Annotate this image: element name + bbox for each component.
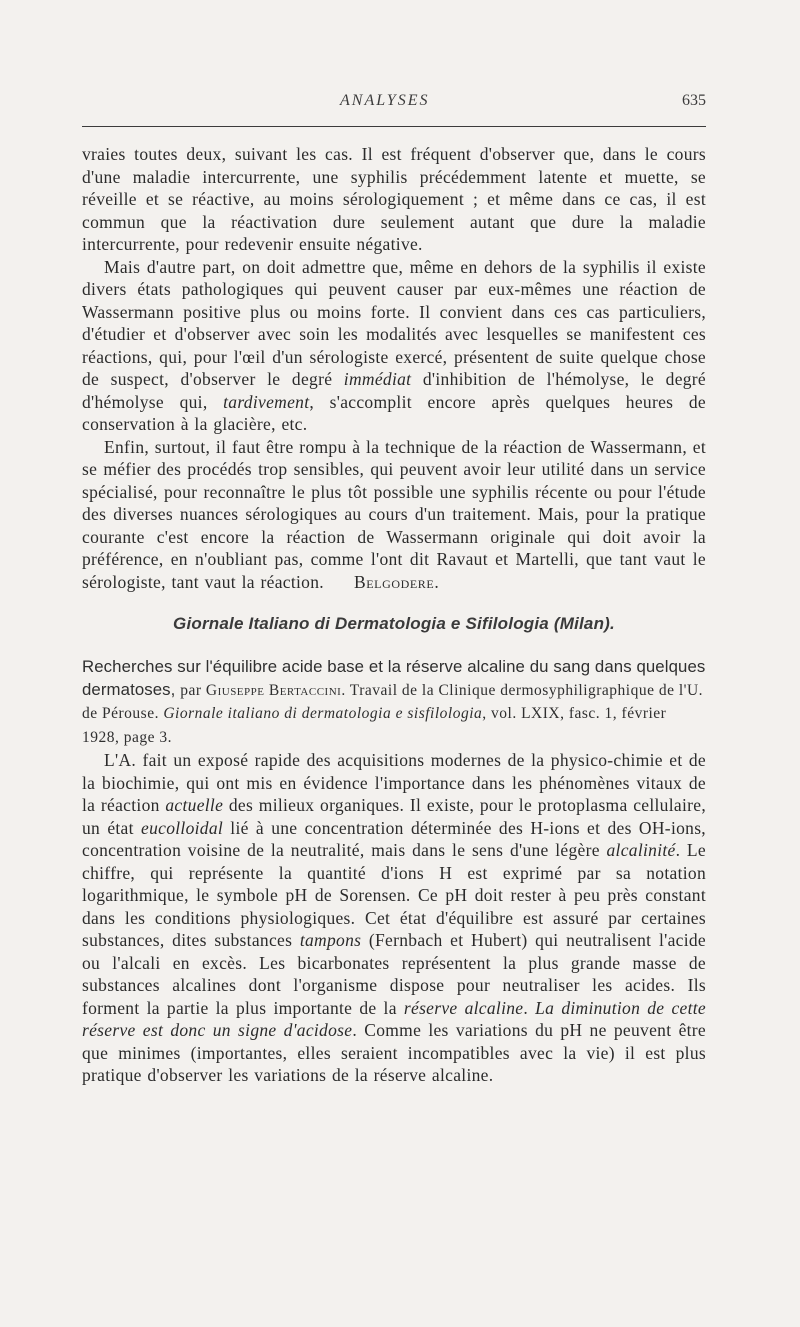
paragraph-text: L'A. fait un exposé rapide des acquisitions modernes de la physico-chimie et de la biochimie, qui ont mis en évidence l'importance dans les phénomènes vitaux de la réaction — [82, 750, 706, 815]
page-number: 635 — [682, 92, 706, 109]
paragraph-text: , s'accomplit encore après quelques heures de conservation à la glacière, etc. — [82, 391, 706, 434]
paragraph-text: lié à une concentration déterminée des H-ions et des OH-ions, concentration voisine de la neutralité, mais dans le sens d'une légère — [82, 817, 706, 860]
review-meta — [82, 682, 703, 746]
paragraph-continuation — [82, 143, 706, 256]
running-title: ANALYSES — [340, 92, 430, 109]
paragraph-text: vraies toutes deux, suivant les cas. Il est fréquent d'observer que, dans le cours d'une maladie intercurrente, une syphilis précédemment latente et muette, se réveille et se réactive, au moins sérologiquement ; et même dans ce cas, il est commun que la réactivation dure seulement autant que dure la maladie intercurrente, pour redevenir ensuite négative. — [82, 144, 706, 254]
paragraph-wassermann-conditions — [82, 256, 706, 436]
paragraph-text: des milieux organiques. Il existe, pour le protoplasma cellulaire, un état — [82, 795, 706, 838]
meta-par: par — [180, 681, 206, 699]
page-content — [82, 143, 706, 1087]
paragraph-text: Mais d'autre part, on doit admettre que, même en dehors de la syphilis il existe divers états pathologiques qui peuvent causer par eux-mêmes une réaction de Wassermann positive plus ou moins forte. Il convient dans ces cas particuliers, d'étudier et d'observer avec soin les modalités avec lesquelles se manifestent ces réactions, qui, pour l'œil d'un sérologiste exercé, présentent de suite quelque chose de suspect, d'observer le degré — [82, 256, 706, 389]
emphasis-text: alcalinité — [606, 840, 676, 860]
review-author: Giuseppe Bertaccini — [205, 681, 342, 699]
emphasis-text: tardivement — [223, 391, 310, 412]
emphasis-text: immédiat — [343, 369, 412, 389]
paragraph-text: (Fernbach et Hubert) qui neutralisent l'acide ou l'alcali en excès. Les bicarbonates représentent la plus grande masse de substances alcalines dont l'organisme dispose pour neutraliser les acides. Ils forment la partie la plus importante de la — [82, 930, 706, 1018]
author-signature: Belgodere. — [353, 571, 440, 592]
emphasis-text: actuelle — [165, 795, 224, 815]
emphasis-text: réserve alcaline — [403, 997, 524, 1018]
emphasis-text: tampons — [299, 930, 362, 950]
paragraph-text: . Le chiffre, qui représente la quantité d'ions H est exprimé par sa notation logarithmique, le symbole pH de Sorensen. Ce pH doit rester à peu près constant dans les conditions physiologiques. Cet état d'équilibre est assuré par certaines substances, dites substances — [82, 840, 706, 950]
paragraph-technique — [82, 436, 706, 594]
header-rule — [82, 126, 706, 127]
paragraph-text: . Comme les variations du pH ne peuvent être que minimes (importantes, elles seraient incompatibles avec la vie) il est plus pratique d'observer les variations de la réserve alcaline. — [82, 1020, 706, 1085]
paragraph-review-body — [82, 749, 706, 1087]
review-title-block — [82, 656, 706, 749]
paragraph-text: . — [523, 997, 536, 1018]
emphasis-text: eucolloidal — [141, 817, 224, 838]
review-title: Recherches sur l'équilibre acide base et la réserve alcaline du sang dans quelques dermatoses, — [82, 657, 706, 699]
meta-issue: , vol. LXIX, fasc. 1, février 1928, page 3. — [82, 705, 667, 746]
journal-heading: Giornale Italiano di Dermatologia e Sifilologia (Milan). — [173, 614, 615, 633]
journal-citation: Giornale italiano di dermatologia e sisfilologia — [163, 705, 483, 722]
emphasis-text: La diminution de cette réserve est donc un signe d'acidose — [82, 997, 706, 1040]
paragraph-text: d'inhibition de l'hémolyse, le degré d'hémolyse qui, — [82, 369, 706, 412]
paragraph-text: Enfin, surtout, il faut être rompu à la technique de la réaction de Wassermann, et se méfier des procédés trop sensibles, qui peuvent avoir leur utilité dans un service spécialisé, pour reconnaître le plus tôt possible une syphilis récente ou pour l'étude des diverses nuances sérologiques au cours d'un traitement. Mais, pour la pratique courante c'est encore la réaction de Wassermann originale qui doit avoir la préférence, en n'oubliant pas, comme l'ont dit Ravaut et Martelli, que tant vaut le sérologiste, tant vaut la réaction. — [82, 436, 706, 592]
meta-work: . Travail de la Clinique dermosyphiligraphique de l'U. de Pérouse. — [82, 681, 704, 722]
